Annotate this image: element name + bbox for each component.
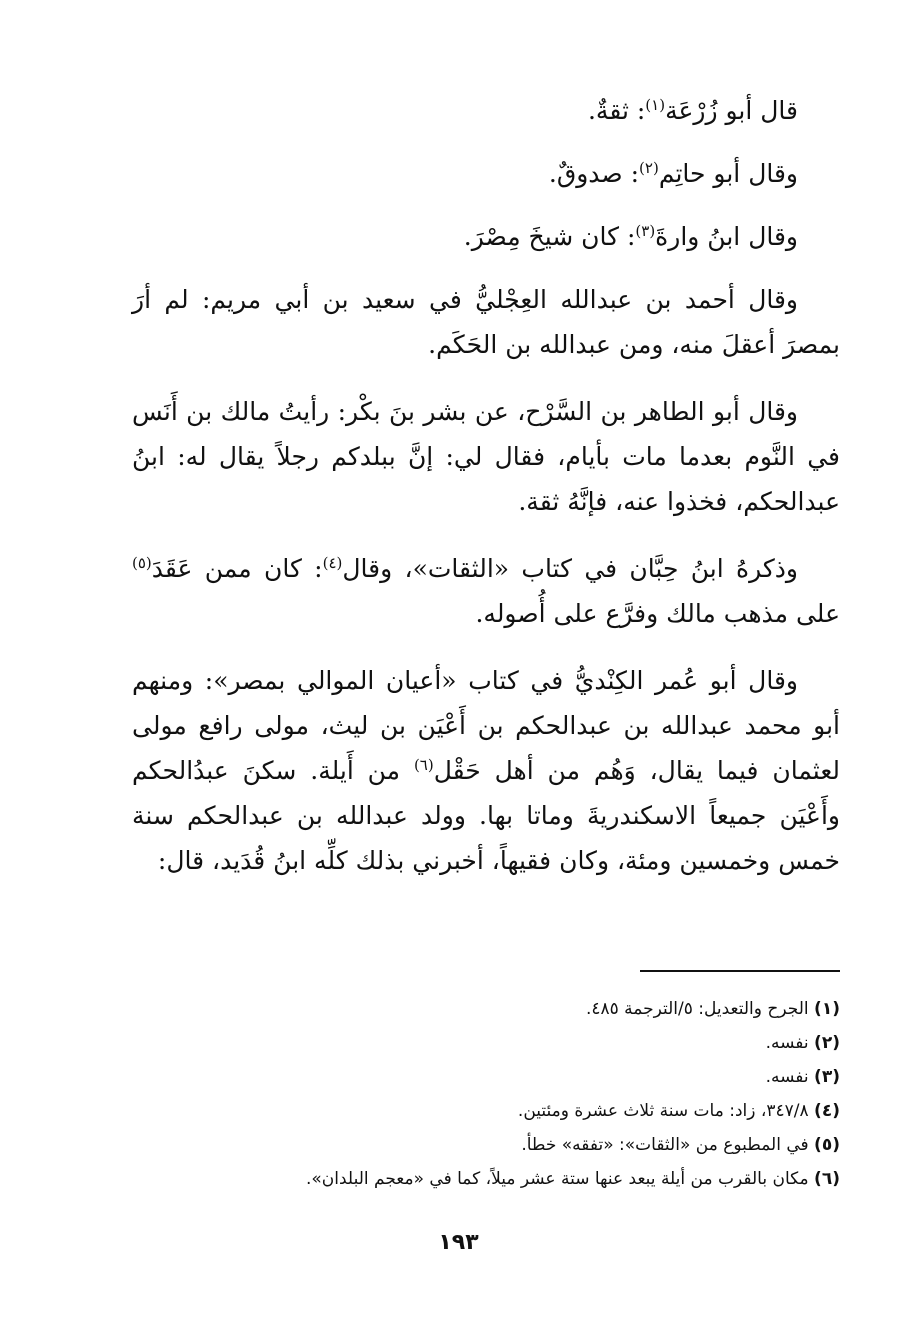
footnote-number: (٢): [814, 1033, 840, 1053]
footnote-item: [160, 1162, 840, 1196]
footnote-item: [160, 992, 840, 1026]
footnote-number: (١): [814, 999, 840, 1019]
line-abu-hatim: [132, 151, 840, 196]
footnote-ref-6: (٦): [413, 756, 434, 774]
footnote-item: [160, 1060, 840, 1094]
paragraph-ijli: وقال أحمد بن عبدالله العِجْليُّ في سعيد بن أبي مريم: لم أرَ بمصرَ أعقلَ منه، ومن عبدالله بن الحَكَم.: [132, 285, 840, 359]
footnote-number: (٣): [814, 1067, 840, 1087]
line-ibn-wara: [132, 214, 840, 259]
footnote-item: [160, 1026, 840, 1060]
paragraph-abu-tahir: وقال أبو الطاهر بن السَّرْح، عن بشر بنَ بكْر: رأيتُ مالك بن أَنَس في النَّوم بعدما مات بأيام، فقال لي: إنَّ ببلدكم رجلاً يقال له: ابنُ عبدالحكم، فخذوا عنه، فإنَّهُ ثقة.: [132, 397, 840, 516]
text-segment: وقال ابنُ وارةَ: [655, 222, 798, 251]
text-segment: من أَيلة. سكنَ عبدُالحكم وأَعْيَن جميعاً الاسكندريةَ وماتا بها. وولد عبدالله بن عبدالحكم سنة خمس وخمسين ومئة، وكان فقيهاً، أخبرني بذلك كلِّه ابنُ قُدَيد، قال:: [132, 756, 840, 875]
footnote-ref-5: (٥): [132, 554, 152, 572]
footnote-text: الجرح والتعديل: ٥/الترجمة ٤٨٥.: [585, 999, 809, 1019]
paragraph-ibn-hibban: [132, 546, 840, 636]
text-segment: وقال أبو حاتِم: [658, 159, 798, 188]
footnote-number: (٤): [814, 1101, 840, 1121]
footnotes: [160, 992, 840, 1196]
footnote-item: [160, 1094, 840, 1128]
text-segment: وقال أبو عُمر الكِنْديُّ في كتاب «أعيان الموالي بمصر»: ومنهم أبو محمد عبدالله بن عبدالحكم بن أَعْيَن بن ليث، مولى رافع مولى لعثمان فيما يقال، وَهُم من أهل حَقْل: [132, 666, 840, 785]
line-abu-zura: [132, 88, 840, 133]
paragraph-kindi: [132, 658, 840, 883]
text-segment: : كان شيخَ مِصْرَ.: [463, 222, 636, 251]
footnote-ref-3: (٣): [635, 222, 656, 240]
text-segment: : صدوقٌ.: [548, 159, 640, 188]
footnote-text: مكان بالقرب من أيلة يبعد عنها ستة عشر ميلاً، كما في «معجم البلدان».: [306, 1169, 809, 1189]
footnote-number: (٥): [814, 1135, 840, 1155]
footnote-item: [160, 1128, 840, 1162]
footnote-ref-1: (١): [645, 96, 666, 114]
footnote-ref-2: (٢): [639, 159, 659, 177]
text-segment: على مذهب مالك وفرَّع على أُصوله.: [475, 599, 840, 628]
text-segment: : كان ممن عَقَدَ: [151, 554, 323, 583]
footnote-text: في المطبوع من «الثقات»: «تفقه» خطأ.: [521, 1135, 809, 1155]
page-number: ١٩٣: [438, 1230, 479, 1255]
text-segment: وذكرهُ ابنُ حِبَّان في كتاب «الثقات»، وقال: [342, 554, 798, 583]
footnote-ref-4: (٤): [322, 554, 343, 572]
footnote-text: ٣٤٧/٨، زاد: مات سنة ثلاث عشرة ومئتين.: [517, 1101, 809, 1121]
footnote-text: نفسه.: [765, 1067, 809, 1087]
text-segment: قال أبو زُرْعَة: [665, 96, 798, 125]
main-text: [132, 88, 840, 883]
text-segment: : ثقةٌ.: [587, 96, 646, 125]
footnote-divider: [640, 970, 840, 972]
footnote-number: (٦): [814, 1169, 840, 1189]
footnote-text: نفسه.: [765, 1033, 809, 1053]
